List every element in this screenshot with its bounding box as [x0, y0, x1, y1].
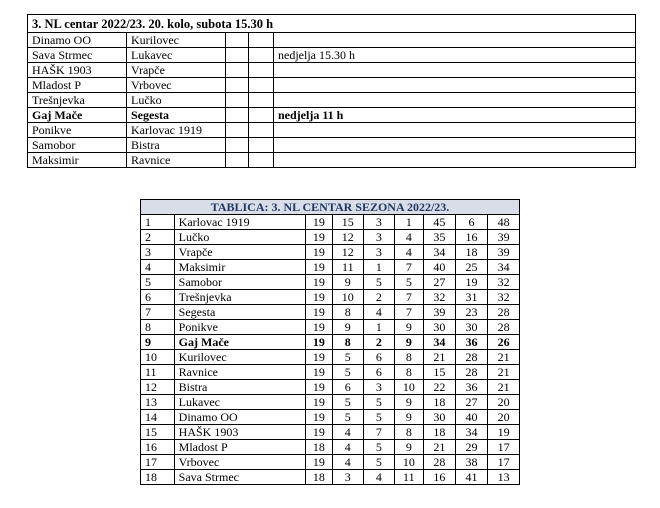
standings-wins: 8 — [332, 335, 364, 350]
standings-team-name: Kurilovec — [174, 350, 306, 365]
standings-losses: 7 — [394, 290, 423, 305]
standings-points: 48 — [488, 215, 520, 230]
fixture-home-team: HAŠK 1903 — [28, 63, 127, 78]
fixture-row — [28, 33, 636, 48]
standings-goals-against: 6 — [455, 215, 488, 230]
standings-wins: 5 — [332, 350, 364, 365]
standings-wins: 4 — [332, 440, 364, 455]
standings-wins: 4 — [332, 455, 364, 470]
standings-goals-against: 31 — [455, 290, 488, 305]
standings-played: 19 — [306, 230, 332, 245]
standings-points: 13 — [488, 470, 520, 485]
standings-team-name: Samobor — [174, 275, 306, 290]
fixture-away-team: Lukavec — [127, 48, 226, 63]
fixture-empty-cell — [226, 48, 249, 63]
standings-losses: 8 — [394, 365, 423, 380]
fixture-home-team: Maksimir — [28, 153, 127, 168]
standings-position: 8 — [141, 320, 175, 335]
standings-row — [141, 260, 520, 275]
standings-position: 10 — [141, 350, 175, 365]
standings-losses: 8 — [394, 350, 423, 365]
fixture-empty-cell — [249, 123, 274, 138]
standings-points: 39 — [488, 230, 520, 245]
standings-row — [141, 365, 520, 380]
standings-draws: 3 — [364, 230, 395, 245]
standings-losses: 11 — [394, 470, 423, 485]
standings-team-name: Segesta — [174, 305, 306, 320]
standings-position: 9 — [141, 335, 175, 350]
standings-goals-against: 19 — [455, 275, 488, 290]
standings-row — [141, 305, 520, 320]
standings-losses: 7 — [394, 260, 423, 275]
standings-row — [141, 455, 520, 470]
standings-row — [141, 350, 520, 365]
standings-points: 28 — [488, 305, 520, 320]
standings-losses: 4 — [394, 230, 423, 245]
standings-goals-against: 30 — [455, 320, 488, 335]
standings-position: 16 — [141, 440, 175, 455]
standings-position: 17 — [141, 455, 175, 470]
fixture-empty-cell — [249, 63, 274, 78]
fixtures-table — [27, 14, 636, 168]
standings-goals-against: 18 — [455, 245, 488, 260]
standings-played: 19 — [306, 245, 332, 260]
standings-wins: 5 — [332, 365, 364, 380]
fixture-away-team: Karlovac 1919 — [127, 123, 226, 138]
standings-wins: 15 — [332, 215, 364, 230]
standings-points: 39 — [488, 245, 520, 260]
standings-position: 1 — [141, 215, 175, 230]
fixture-row — [28, 123, 636, 138]
fixture-row — [28, 78, 636, 93]
standings-team-name: HAŠK 1903 — [174, 425, 306, 440]
standings-losses: 9 — [394, 440, 423, 455]
standings-row — [141, 425, 520, 440]
fixture-away-team: Bistra — [127, 138, 226, 153]
standings-title-row — [141, 200, 520, 215]
standings-row — [141, 335, 520, 350]
standings-wins: 12 — [332, 230, 364, 245]
standings-row — [141, 395, 520, 410]
fixture-note — [274, 153, 636, 168]
standings-position: 3 — [141, 245, 175, 260]
standings-draws: 4 — [364, 470, 395, 485]
standings-row — [141, 290, 520, 305]
standings-goals-against: 25 — [455, 260, 488, 275]
standings-played: 19 — [306, 335, 332, 350]
standings-points: 26 — [488, 335, 520, 350]
fixture-home-team: Ponikve — [28, 123, 127, 138]
standings-team-name: Maksimir — [174, 260, 306, 275]
standings-draws: 7 — [364, 425, 395, 440]
fixture-empty-cell — [226, 33, 249, 48]
standings-team-name: Lučko — [174, 230, 306, 245]
standings-points: 34 — [488, 260, 520, 275]
standings-team-name: Trešnjevka — [174, 290, 306, 305]
standings-draws: 3 — [364, 245, 395, 260]
fixture-empty-cell — [249, 108, 274, 123]
standings-losses: 7 — [394, 305, 423, 320]
standings-points: 21 — [488, 350, 520, 365]
standings-points: 17 — [488, 440, 520, 455]
standings-row — [141, 380, 520, 395]
standings-losses: 9 — [394, 335, 423, 350]
standings-team-name: Mladost P — [174, 440, 306, 455]
standings-goals-against: 41 — [455, 470, 488, 485]
standings-draws: 5 — [364, 395, 395, 410]
standings-draws: 1 — [364, 320, 395, 335]
standings-goals-for: 40 — [424, 260, 456, 275]
standings-goals-for: 15 — [424, 365, 456, 380]
standings-wins: 5 — [332, 395, 364, 410]
standings-goals-against: 34 — [455, 425, 488, 440]
standings-team-name: Ravnice — [174, 365, 306, 380]
standings-table — [140, 199, 520, 485]
standings-points: 19 — [488, 425, 520, 440]
fixture-home-team: Gaj Mače — [28, 108, 127, 123]
fixture-row — [28, 138, 636, 153]
standings-draws: 6 — [364, 365, 395, 380]
fixture-note — [274, 138, 636, 153]
standings-wins: 12 — [332, 245, 364, 260]
standings-played: 19 — [306, 305, 332, 320]
standings-position: 14 — [141, 410, 175, 425]
fixture-away-team: Segesta — [127, 108, 226, 123]
standings-wins: 11 — [332, 260, 364, 275]
standings-goals-for: 34 — [424, 245, 456, 260]
fixture-away-team: Lučko — [127, 93, 226, 108]
fixture-row — [28, 48, 636, 63]
standings-team-name: Gaj Mače — [174, 335, 306, 350]
standings-draws: 4 — [364, 305, 395, 320]
fixture-empty-cell — [249, 33, 274, 48]
standings-wins: 9 — [332, 275, 364, 290]
standings-draws: 6 — [364, 350, 395, 365]
fixture-empty-cell — [249, 138, 274, 153]
standings-team-name: Bistra — [174, 380, 306, 395]
standings-goals-for: 39 — [424, 305, 456, 320]
standings-points: 20 — [488, 395, 520, 410]
standings-goals-against: 28 — [455, 365, 488, 380]
standings-goals-for: 21 — [424, 350, 456, 365]
standings-goals-for: 28 — [424, 455, 456, 470]
standings-wins: 9 — [332, 320, 364, 335]
standings-played: 19 — [306, 365, 332, 380]
standings-played: 19 — [306, 320, 332, 335]
standings-goals-for: 18 — [424, 425, 456, 440]
standings-losses: 8 — [394, 425, 423, 440]
fixture-note — [274, 123, 636, 138]
fixture-row — [28, 93, 636, 108]
standings-row — [141, 275, 520, 290]
standings-points: 28 — [488, 320, 520, 335]
standings-goals-against: 23 — [455, 305, 488, 320]
standings-goals-for: 34 — [424, 335, 456, 350]
fixture-home-team: Dinamo OO — [28, 33, 127, 48]
standings-position: 11 — [141, 365, 175, 380]
standings-wins: 3 — [332, 470, 364, 485]
standings-team-name: Dinamo OO — [174, 410, 306, 425]
standings-goals-against: 40 — [455, 410, 488, 425]
standings-team-name: Sava Strmec — [174, 470, 306, 485]
fixture-away-team: Vrbovec — [127, 78, 226, 93]
standings-draws: 1 — [364, 260, 395, 275]
standings-played: 19 — [306, 425, 332, 440]
standings-draws: 2 — [364, 335, 395, 350]
standings-draws: 5 — [364, 275, 395, 290]
fixture-empty-cell — [226, 63, 249, 78]
standings-played: 19 — [306, 260, 332, 275]
standings-position: 15 — [141, 425, 175, 440]
standings-goals-for: 30 — [424, 320, 456, 335]
standings-played: 18 — [306, 440, 332, 455]
fixture-home-team: Trešnjevka — [28, 93, 127, 108]
standings-losses: 9 — [394, 395, 423, 410]
standings-played: 19 — [306, 215, 332, 230]
standings-goals-for: 32 — [424, 290, 456, 305]
fixture-empty-cell — [226, 78, 249, 93]
fixture-note — [274, 63, 636, 78]
fixture-row — [28, 63, 636, 78]
fixture-away-team: Vrapče — [127, 63, 226, 78]
standings-played: 19 — [306, 455, 332, 470]
fixture-away-team: Kurilovec — [127, 33, 226, 48]
standings-goals-for: 16 — [424, 470, 456, 485]
standings-draws: 5 — [364, 440, 395, 455]
standings-position: 12 — [141, 380, 175, 395]
fixture-note: nedjelja 11 h — [274, 108, 636, 123]
standings-played: 19 — [306, 410, 332, 425]
fixture-home-team: Mladost P — [28, 78, 127, 93]
standings-team-name: Vrapče — [174, 245, 306, 260]
standings-points: 32 — [488, 275, 520, 290]
standings-position: 7 — [141, 305, 175, 320]
standings-goals-against: 28 — [455, 350, 488, 365]
fixture-home-team: Samobor — [28, 138, 127, 153]
standings-draws: 3 — [364, 215, 395, 230]
standings-goals-against: 36 — [455, 335, 488, 350]
standings-played: 19 — [306, 290, 332, 305]
fixtures-header: 3. NL centar 2022/23. 20. kolo, subota 15.30 h — [28, 15, 636, 33]
standings-points: 21 — [488, 380, 520, 395]
fixtures-header-row — [28, 15, 636, 33]
standings-played: 19 — [306, 380, 332, 395]
standings-goals-for: 22 — [424, 380, 456, 395]
standings-position: 6 — [141, 290, 175, 305]
fixture-note — [274, 93, 636, 108]
standings-position: 2 — [141, 230, 175, 245]
standings-points: 21 — [488, 365, 520, 380]
standings-goals-against: 38 — [455, 455, 488, 470]
standings-team-name: Vrbovec — [174, 455, 306, 470]
standings-points: 32 — [488, 290, 520, 305]
standings-played: 19 — [306, 275, 332, 290]
standings-team-name: Ponikve — [174, 320, 306, 335]
standings-played: 19 — [306, 350, 332, 365]
fixture-note — [274, 33, 636, 48]
standings-team-name: Karlovac 1919 — [174, 215, 306, 230]
standings-goals-for: 45 — [424, 215, 456, 230]
standings-row — [141, 440, 520, 455]
standings-row — [141, 320, 520, 335]
standings-losses: 10 — [394, 455, 423, 470]
standings-losses: 10 — [394, 380, 423, 395]
standings-position: 13 — [141, 395, 175, 410]
standings-goals-for: 30 — [424, 410, 456, 425]
standings-title: TABLICA: 3. NL CENTAR SEZONA 2022/23. — [141, 200, 520, 215]
standings-wins: 10 — [332, 290, 364, 305]
fixture-row — [28, 153, 636, 168]
standings-goals-against: 36 — [455, 380, 488, 395]
standings-goals-for: 21 — [424, 440, 456, 455]
standings-losses: 9 — [394, 320, 423, 335]
fixture-empty-cell — [226, 93, 249, 108]
standings-draws: 2 — [364, 290, 395, 305]
standings-draws: 5 — [364, 410, 395, 425]
standings-row — [141, 410, 520, 425]
standings-position: 18 — [141, 470, 175, 485]
fixture-empty-cell — [226, 123, 249, 138]
fixture-empty-cell — [249, 93, 274, 108]
standings-position: 4 — [141, 260, 175, 275]
fixture-row — [28, 108, 636, 123]
standings-wins: 6 — [332, 380, 364, 395]
fixture-empty-cell — [249, 153, 274, 168]
fixture-note — [274, 78, 636, 93]
standings-row — [141, 230, 520, 245]
fixture-home-team: Sava Strmec — [28, 48, 127, 63]
standings-played: 19 — [306, 395, 332, 410]
standings-draws: 5 — [364, 455, 395, 470]
standings-row — [141, 215, 520, 230]
standings-losses: 1 — [394, 215, 423, 230]
standings-goals-for: 35 — [424, 230, 456, 245]
fixture-empty-cell — [249, 48, 274, 63]
standings-draws: 3 — [364, 380, 395, 395]
standings-losses: 5 — [394, 275, 423, 290]
standings-played: 18 — [306, 470, 332, 485]
standings-position: 5 — [141, 275, 175, 290]
standings-wins: 5 — [332, 410, 364, 425]
standings-points: 20 — [488, 410, 520, 425]
standings-goals-against: 29 — [455, 440, 488, 455]
fixture-empty-cell — [226, 138, 249, 153]
standings-losses: 4 — [394, 245, 423, 260]
standings-goals-for: 18 — [424, 395, 456, 410]
standings-goals-against: 27 — [455, 395, 488, 410]
fixture-empty-cell — [226, 153, 249, 168]
fixture-empty-cell — [226, 108, 249, 123]
fixture-away-team: Ravnice — [127, 153, 226, 168]
standings-losses: 9 — [394, 410, 423, 425]
fixture-note: nedjelja 15.30 h — [274, 48, 636, 63]
standings-wins: 4 — [332, 425, 364, 440]
standings-wins: 8 — [332, 305, 364, 320]
standings-team-name: Lukavec — [174, 395, 306, 410]
standings-points: 17 — [488, 455, 520, 470]
standings-goals-for: 27 — [424, 275, 456, 290]
standings-goals-against: 16 — [455, 230, 488, 245]
fixture-empty-cell — [249, 78, 274, 93]
standings-row — [141, 470, 520, 485]
standings-row — [141, 245, 520, 260]
